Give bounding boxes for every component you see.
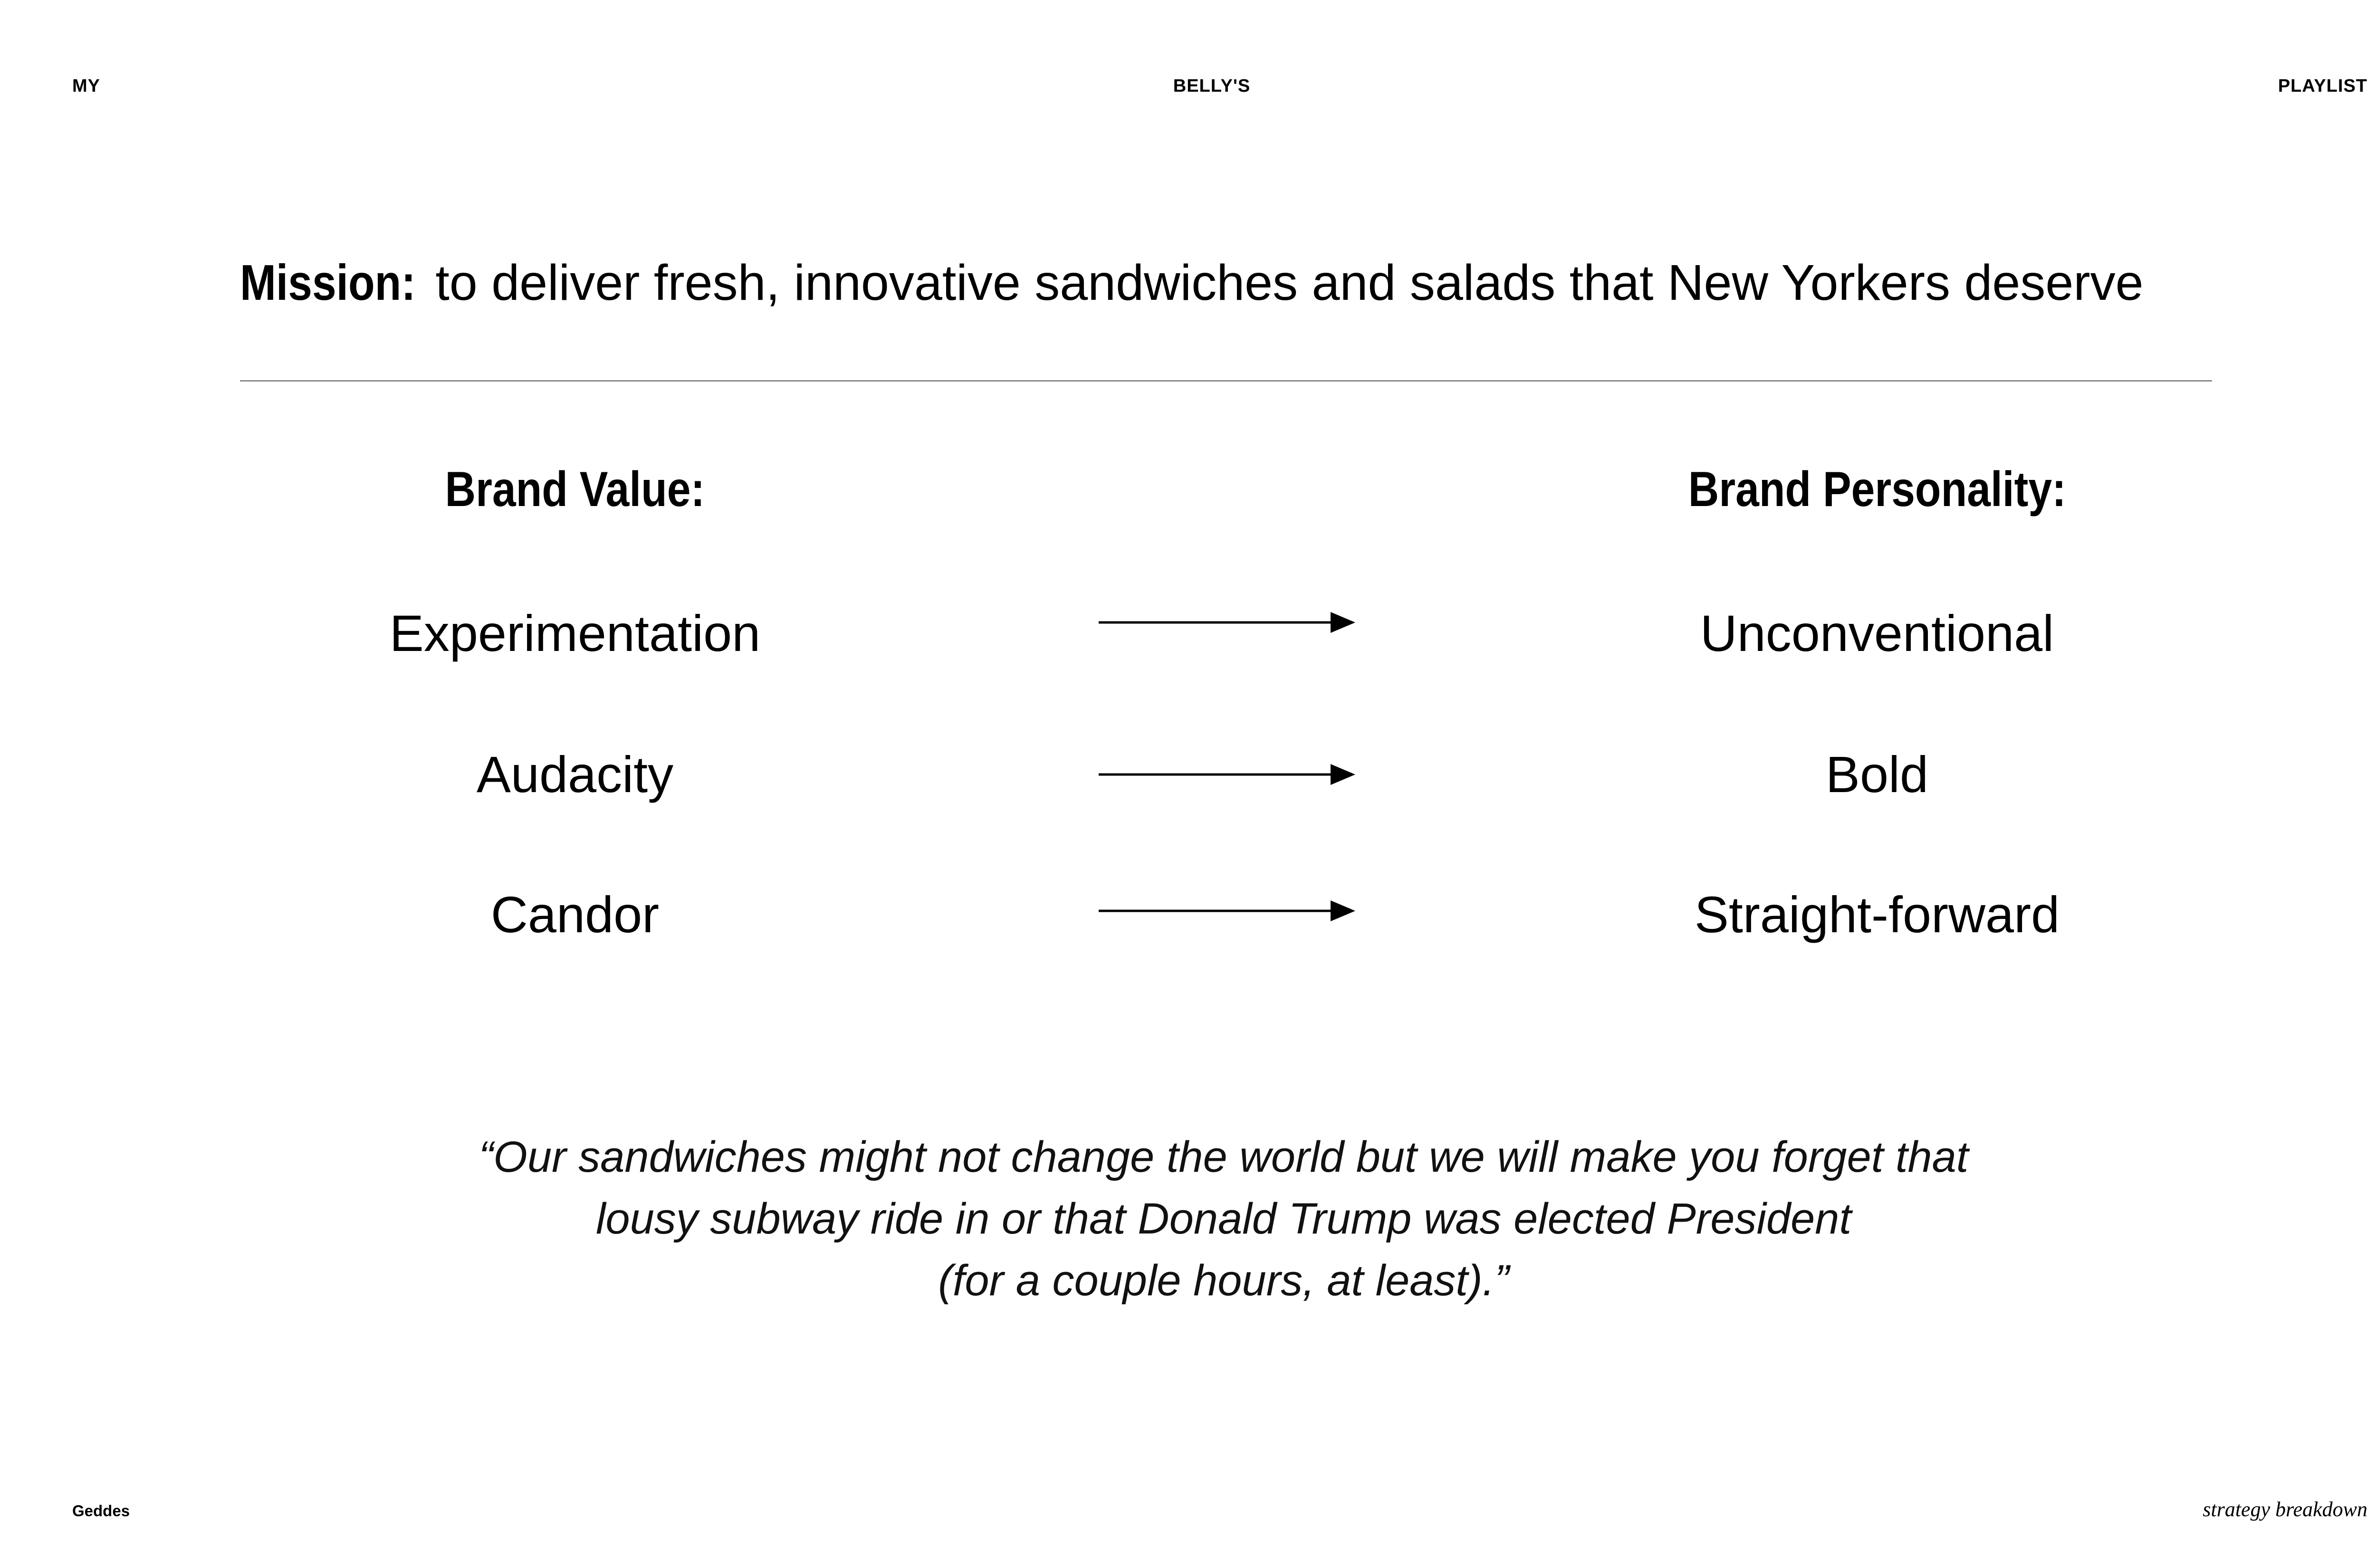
right-arrow-icon (1099, 608, 1355, 637)
mission-label: Mission: (240, 255, 416, 311)
quote-line: “Our sandwiches might not change the world but we will make you forget that (479, 1133, 1969, 1181)
brand-quote (285, 1126, 2162, 1311)
brand-value-item: Experimentation (389, 604, 761, 662)
mission-statement (240, 252, 2212, 314)
header-center: BELLY'S (1173, 76, 1251, 96)
right-arrow-icon (1099, 897, 1355, 925)
brand-value-heading (195, 459, 955, 520)
right-arrow-icon (1099, 760, 1355, 789)
brand-personality-item: Bold (1825, 746, 1929, 803)
brand-value-item: Audacity (476, 746, 674, 803)
divider (240, 380, 2212, 382)
brand-personality-heading-text: Brand Personality: (1688, 462, 2066, 517)
header-right: PLAYLIST (2278, 76, 2367, 96)
brand-personality-item: Unconventional (1700, 604, 2054, 662)
footer-author: Geddes (72, 1502, 130, 1520)
footer-section-title: strategy breakdown (2203, 1498, 2367, 1521)
header-left: MY (72, 76, 100, 96)
brand-personality-heading (1497, 459, 2257, 520)
quote-line: (for a couple hours, at least).” (938, 1256, 1509, 1305)
quote-line: lousy subway ride in or that Donald Trump was elected President (595, 1195, 1852, 1243)
brand-personality-item: Straight-forward (1694, 886, 2060, 943)
mission-text: to deliver fresh, innovative sandwiches and salads that New Yorkers deserve (435, 255, 2144, 311)
brand-value-heading-text: Brand Value: (445, 462, 705, 517)
brand-value-item: Candor (490, 886, 660, 943)
